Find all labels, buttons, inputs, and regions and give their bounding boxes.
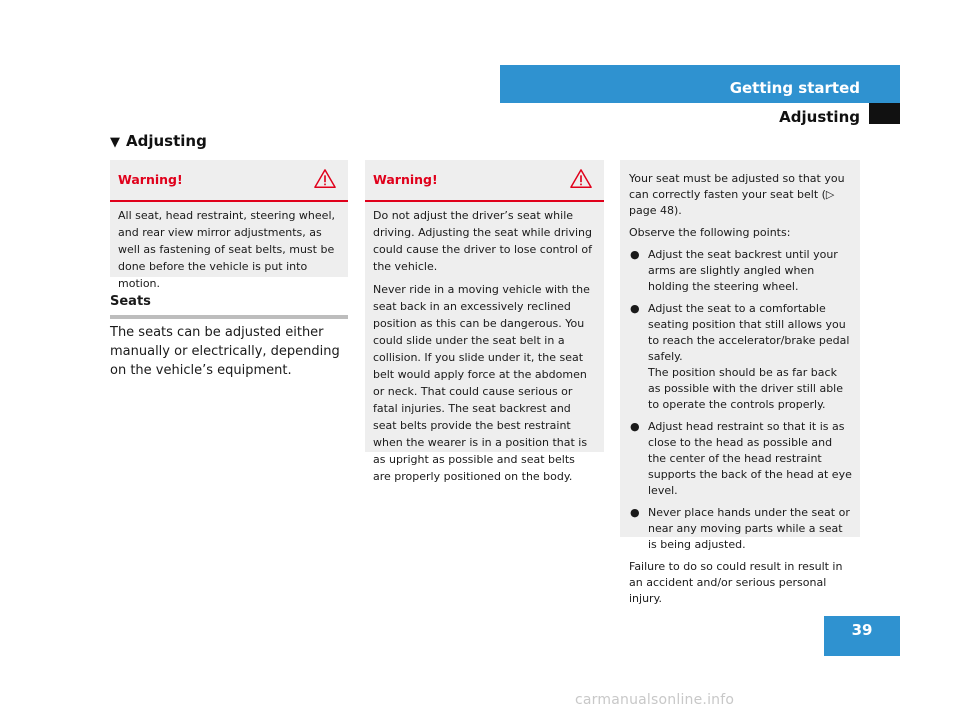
warning-triangle-icon (314, 168, 336, 190)
warning-label: Warning! (373, 172, 438, 187)
list-item-text: Never place hands under the seat or near any moving parts while a seat is being adjusted. (648, 506, 850, 551)
warning-paragraph-2: Never ride in a moving vehicle with the seat back in an excessively reclined position as this can be dangerous. You could slide under the seat belt in a collision. If you slide under it, the seat belt would apply force at the abdomen or neck. That could cause serious or fatal injuries. The seat backrest and seat belts provide the best restraint when the wearer is in a position that is as upright as possible and seat belts are properly positioned on the body. (373, 283, 590, 483)
list-item-text: Adjust head restraint so that it is as close to the head as possible and the center of the head restraint supports the back of the head at eye level. (648, 420, 852, 497)
header-bar (500, 65, 900, 103)
section-marker-icon: ▼ (110, 135, 120, 150)
header-title: Getting started (729, 79, 860, 97)
info-observe: Observe the following points: (629, 226, 791, 239)
info-intro: Your seat must be adjusted so that you can correctly fasten your seat belt (▷ page 48). (629, 172, 845, 217)
watermark: carmanualsonline.info (575, 692, 735, 708)
seats-text: The seats can be adjusted either manually or electrically, depending on the vehicle’s equipment. (110, 325, 340, 378)
page-number: 39 (851, 621, 873, 639)
info-box-seat-points (620, 160, 860, 605)
warning-header (365, 160, 604, 202)
list-item-text: Adjust the seat backrest until your arms are slightly angled when holding the steering wheel. (648, 248, 838, 293)
header-tab-marker (869, 103, 900, 124)
list-item (629, 419, 852, 499)
list-item-note: The position should be as far back as possible with the driver still able to operate the controls properly. (648, 366, 843, 411)
warning-paragraph-1: Do not adjust the driver’s seat while driving. Adjusting the seat while driving could cause the driver to lose control of the vehicle. (373, 209, 592, 273)
bullet-icon: ● (630, 506, 640, 519)
bullet-icon: ● (630, 302, 640, 315)
warning-text: All seat, head restraint, steering wheel, and rear view mirror adjustments, as well as fastening of seat belts, must be done before the vehicle is put into motion. (118, 209, 335, 290)
warning-triangle-icon (570, 168, 592, 190)
seats-heading: Seats (110, 294, 348, 319)
section-heading (110, 132, 207, 150)
list-item (629, 301, 852, 413)
list-item-text: Adjust the seat to a comfortable seating position that still allows you to reach the accelerator/brake pedal safely. (648, 302, 850, 363)
info-bullet-list (629, 247, 852, 553)
bullet-icon: ● (630, 248, 640, 261)
warning-box-adjustments (110, 160, 348, 290)
list-item (629, 505, 852, 553)
section-title: Adjusting (126, 132, 207, 150)
warning-header (110, 160, 348, 202)
warning-label: Warning! (118, 172, 183, 187)
info-footer: Failure to do so could result in result in an accident and/or serious personal injury. (629, 560, 843, 605)
page-number-box (824, 616, 900, 656)
bullet-icon: ● (630, 420, 640, 433)
header-subtitle: Adjusting (779, 108, 860, 126)
warning-box-driving (365, 160, 604, 483)
list-item (629, 247, 852, 295)
